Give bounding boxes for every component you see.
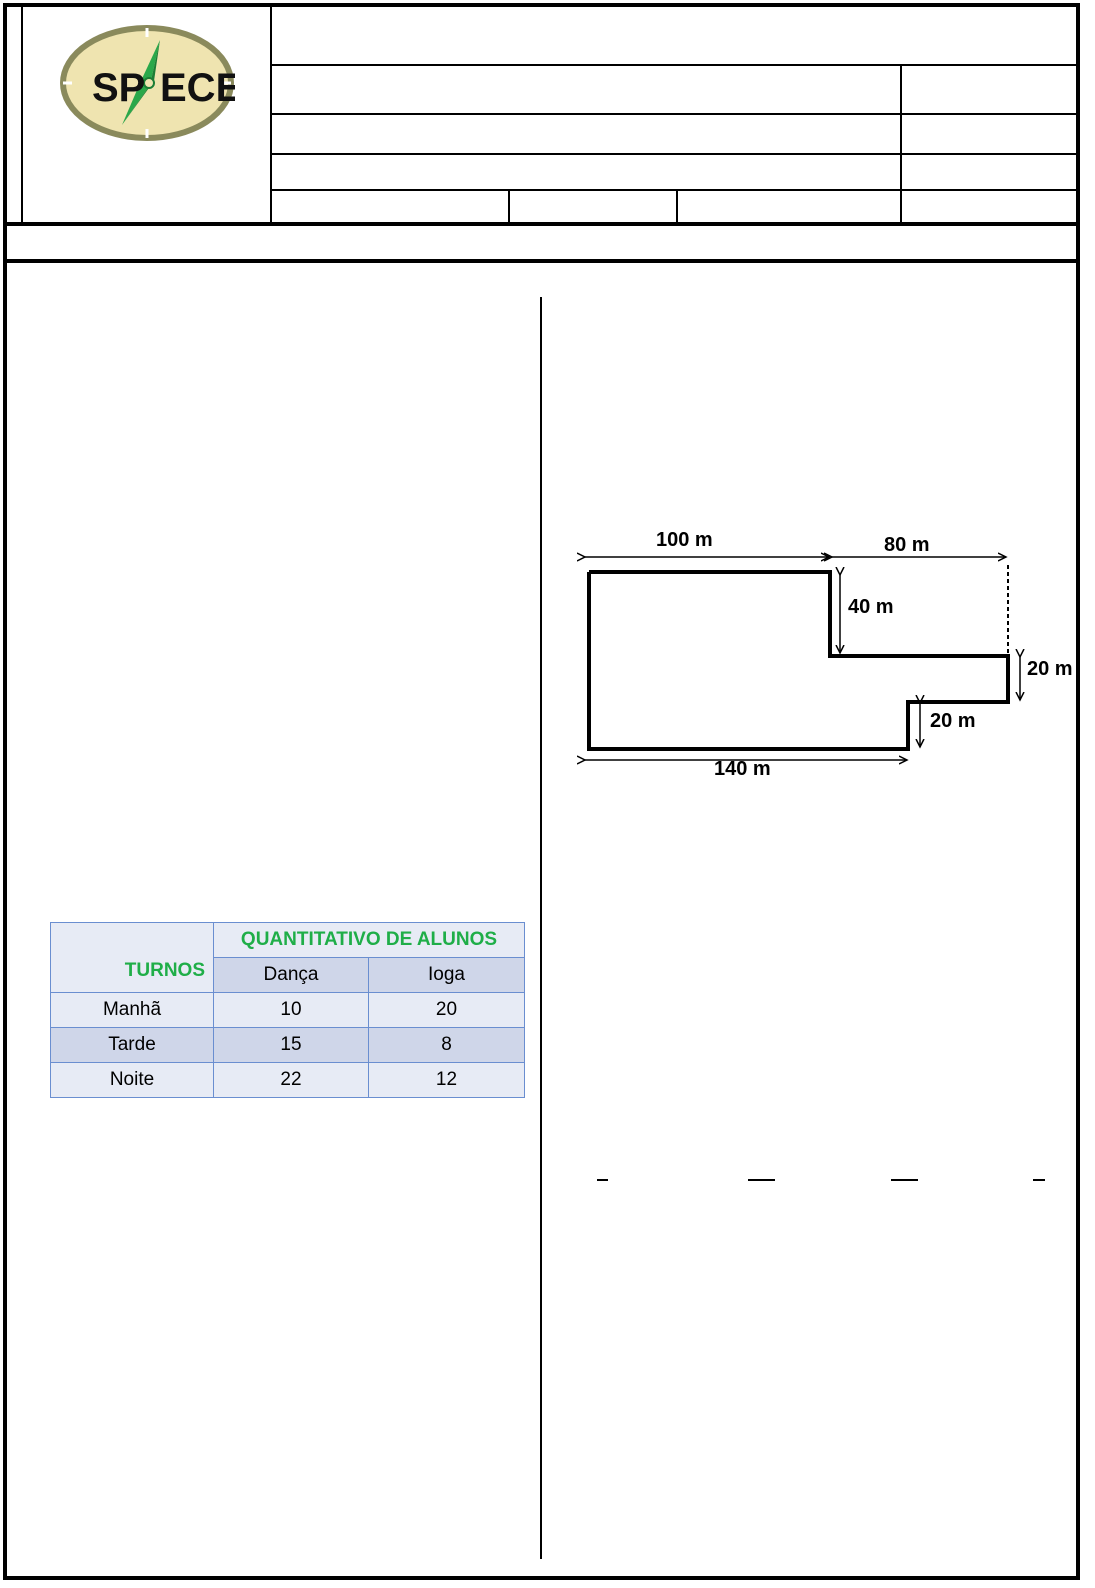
logo-text-right: ECE	[160, 66, 235, 110]
label-lower-step: 20 m	[930, 710, 976, 732]
label-bottom: 140 m	[714, 758, 771, 780]
column-header-ioga: Ioga	[369, 958, 525, 993]
header-bottom-rule	[3, 222, 1080, 226]
header-left-margin-line	[21, 7, 23, 223]
table-row	[51, 993, 525, 1028]
land-plot-figure	[570, 527, 1085, 797]
table-row-header: TURNOS	[51, 923, 214, 993]
students-table	[50, 922, 525, 1098]
header-bottom-divider-2	[676, 189, 678, 223]
header-row-line-2	[270, 113, 1076, 115]
header-row-line-1	[270, 64, 1076, 66]
column-divider	[540, 297, 542, 1559]
column-header-danca: Dança	[214, 958, 369, 993]
title-band-bottom-rule	[3, 259, 1080, 263]
cell-ioga: 8	[369, 1028, 525, 1063]
cell-ioga: 20	[369, 993, 525, 1028]
cell-ioga: 12	[369, 1063, 525, 1098]
fraction-bar-c	[891, 1179, 918, 1181]
cell-turno: Manhã	[51, 993, 214, 1028]
table-row	[51, 1063, 525, 1098]
fraction-bar-b	[748, 1179, 775, 1181]
logo-text-left: SP	[92, 66, 146, 110]
cell-danca: 15	[214, 1028, 369, 1063]
label-step-height: 40 m	[848, 596, 894, 618]
table-group-header: QUANTITATIVO DE ALUNOS	[214, 923, 525, 958]
cell-turno: Noite	[51, 1063, 214, 1098]
header-right-column-line	[900, 64, 902, 223]
fraction-bar-d	[1033, 1179, 1045, 1181]
spaece-logo	[60, 25, 235, 145]
header-row-line-3	[270, 153, 1076, 155]
cell-danca: 10	[214, 993, 369, 1028]
header-row-line-4	[270, 189, 1076, 191]
label-top-left: 100 m	[656, 529, 713, 551]
fraction-bar-a	[597, 1179, 608, 1181]
label-top-right: 80 m	[884, 534, 930, 556]
cell-danca: 22	[214, 1063, 369, 1098]
label-right-height: 20 m	[1027, 658, 1073, 680]
cell-turno: Tarde	[51, 1028, 214, 1063]
table-row	[51, 1028, 525, 1063]
header-bottom-divider-1	[508, 189, 510, 223]
